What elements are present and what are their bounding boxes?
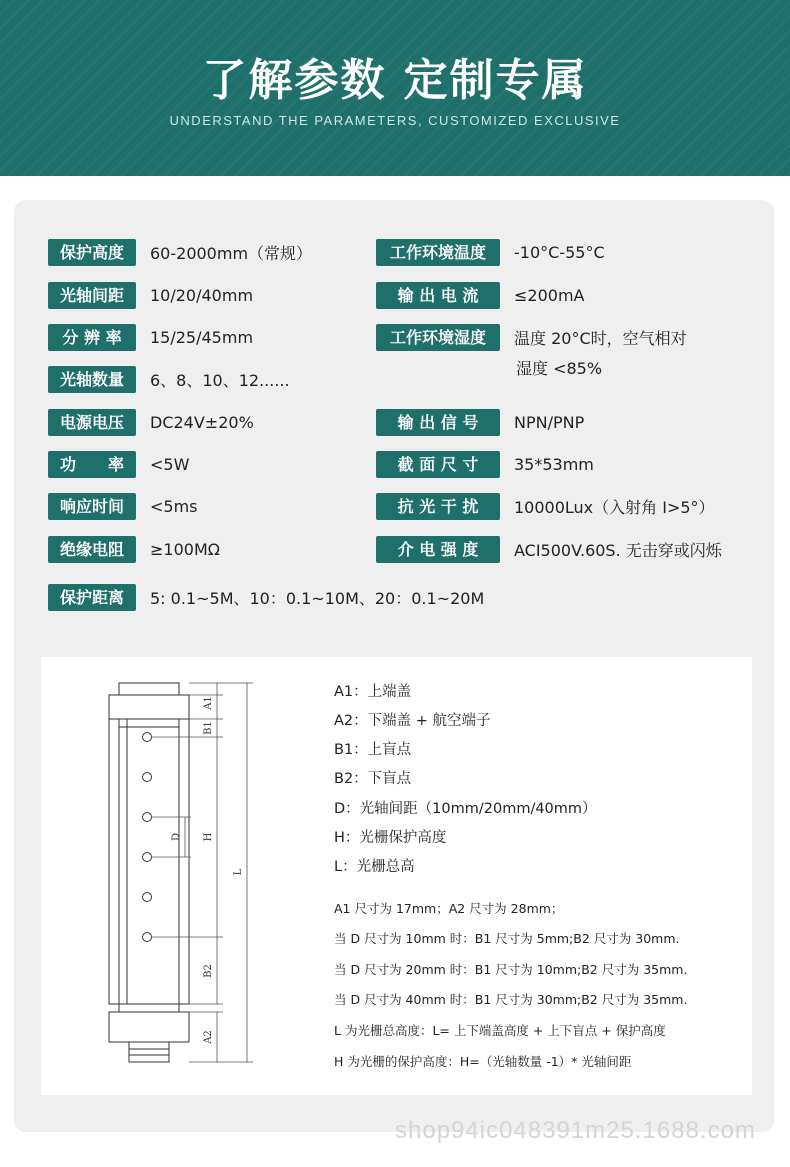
param-row: [376, 282, 584, 309]
param-value: 60-2000mm（常规）: [150, 244, 313, 263]
param-row: [376, 493, 715, 520]
param-value: 35*53mm: [514, 455, 594, 474]
note-line: 当 D 尺寸为 40mm 时：B1 尺寸为 30mm;B2 尺寸为 35mm.: [334, 992, 688, 1007]
label-d: D: [171, 832, 182, 842]
param-value: 5: 0.1~5M、10：0.1~10M、20：0.1~20M: [150, 589, 485, 608]
label-h: H: [203, 832, 214, 842]
header-banner: [0, 0, 790, 176]
legend-item: A1：上端盖: [334, 684, 412, 700]
param-label: 光轴数量: [48, 366, 136, 393]
label-b2: B2: [203, 964, 214, 978]
param-row: [376, 409, 584, 436]
param-row: [48, 324, 253, 351]
label-l: L: [233, 868, 244, 876]
param-value-continued: 湿度 <85%: [516, 359, 603, 378]
dimension-diagram: [41, 657, 752, 1095]
param-label: 分 辨 率: [48, 324, 136, 351]
param-row: [48, 239, 312, 266]
param-label: 工作环境湿度: [376, 324, 500, 351]
param-label: 光轴间距: [48, 282, 136, 309]
param-row: [376, 451, 594, 478]
label-a2: A2: [203, 1030, 214, 1044]
label-b1: B1: [203, 721, 214, 735]
param-value: ≤200mA: [514, 286, 585, 305]
param-row: [376, 536, 722, 563]
param-label: 功 率: [48, 451, 136, 478]
param-row-wide: [48, 584, 484, 611]
param-row: [376, 324, 687, 351]
param-value: 10000Lux（入射角 I>5°）: [514, 498, 715, 517]
param-label: 截 面 尺 寸: [376, 451, 500, 478]
param-row: [48, 451, 189, 478]
param-row: [48, 366, 290, 393]
note-line: 当 D 尺寸为 10mm 时：B1 尺寸为 5mm;B2 尺寸为 30mm.: [334, 931, 680, 946]
label-a1: A1: [203, 696, 214, 710]
page-subtitle: UNDERSTAND THE PARAMETERS, CUSTOMIZED EXCLUSIVE: [169, 113, 621, 128]
note-line: L 为光栅总高度：L= 上下端盖高度 + 上下盲点 + 保护高度: [334, 1023, 666, 1038]
param-value: <5W: [150, 455, 190, 474]
legend-item: D：光轴间距（10mm/20mm/40mm）: [334, 801, 597, 817]
legend-item: A2：下端盖 + 航空端子: [334, 713, 491, 729]
param-value: 15/25/45mm: [150, 328, 254, 347]
page-title: 了解参数 定制专属: [202, 55, 588, 106]
param-row: [48, 536, 220, 563]
param-row: [48, 493, 198, 520]
note-line: A1 尺寸为 17mm；A2 尺寸为 28mm；: [334, 901, 564, 916]
param-value: <5ms: [150, 497, 198, 516]
param-label: 输 出 信 号: [376, 409, 500, 436]
legend-item: L：光栅总高: [334, 859, 415, 875]
param-label: 工作环境温度: [376, 239, 500, 266]
param-value: -10°C-55°C: [514, 243, 605, 262]
light-axes: [143, 733, 152, 942]
param-value: DC24V±20%: [150, 413, 254, 432]
legend-item: H：光栅保护高度: [334, 830, 447, 846]
param-value: ACI500V.60S. 无击穿或闪烁: [514, 541, 722, 560]
param-row: [48, 409, 254, 436]
legend-item: B1：上盲点: [334, 742, 412, 758]
param-label: 电源电压: [48, 409, 136, 436]
param-value: 10/20/40mm: [150, 286, 254, 305]
param-label: 输 出 电 流: [376, 282, 500, 309]
param-value: 6、8、10、12......: [150, 371, 290, 390]
light-curtain-drawing: [41, 657, 331, 1095]
param-row: [48, 282, 253, 309]
param-label: 介 电 强 度: [376, 536, 500, 563]
param-value: NPN/PNP: [514, 413, 585, 432]
note-line: 当 D 尺寸为 20mm 时：B1 尺寸为 10mm;B2 尺寸为 35mm.: [334, 962, 688, 977]
param-row: [376, 239, 605, 266]
legend-item: B2：下盲点: [334, 771, 412, 787]
param-label: 保护距离: [48, 584, 136, 611]
param-label: 响应时间: [48, 493, 136, 520]
watermark: shop94ic048391m25.1688.com: [395, 1117, 756, 1144]
dimension-labels: [171, 696, 244, 1045]
param-row-continued: [502, 356, 602, 379]
param-label: 保护高度: [48, 239, 136, 266]
param-value: 温度 20°C时，空气相对: [514, 329, 687, 348]
param-label: 抗 光 干 扰: [376, 493, 500, 520]
param-value: ≥100MΩ: [150, 540, 220, 559]
param-label: 绝缘电阻: [48, 536, 136, 563]
note-line: H 为光栅的保护高度：H=（光轴数量 -1）* 光轴间距: [334, 1054, 632, 1069]
